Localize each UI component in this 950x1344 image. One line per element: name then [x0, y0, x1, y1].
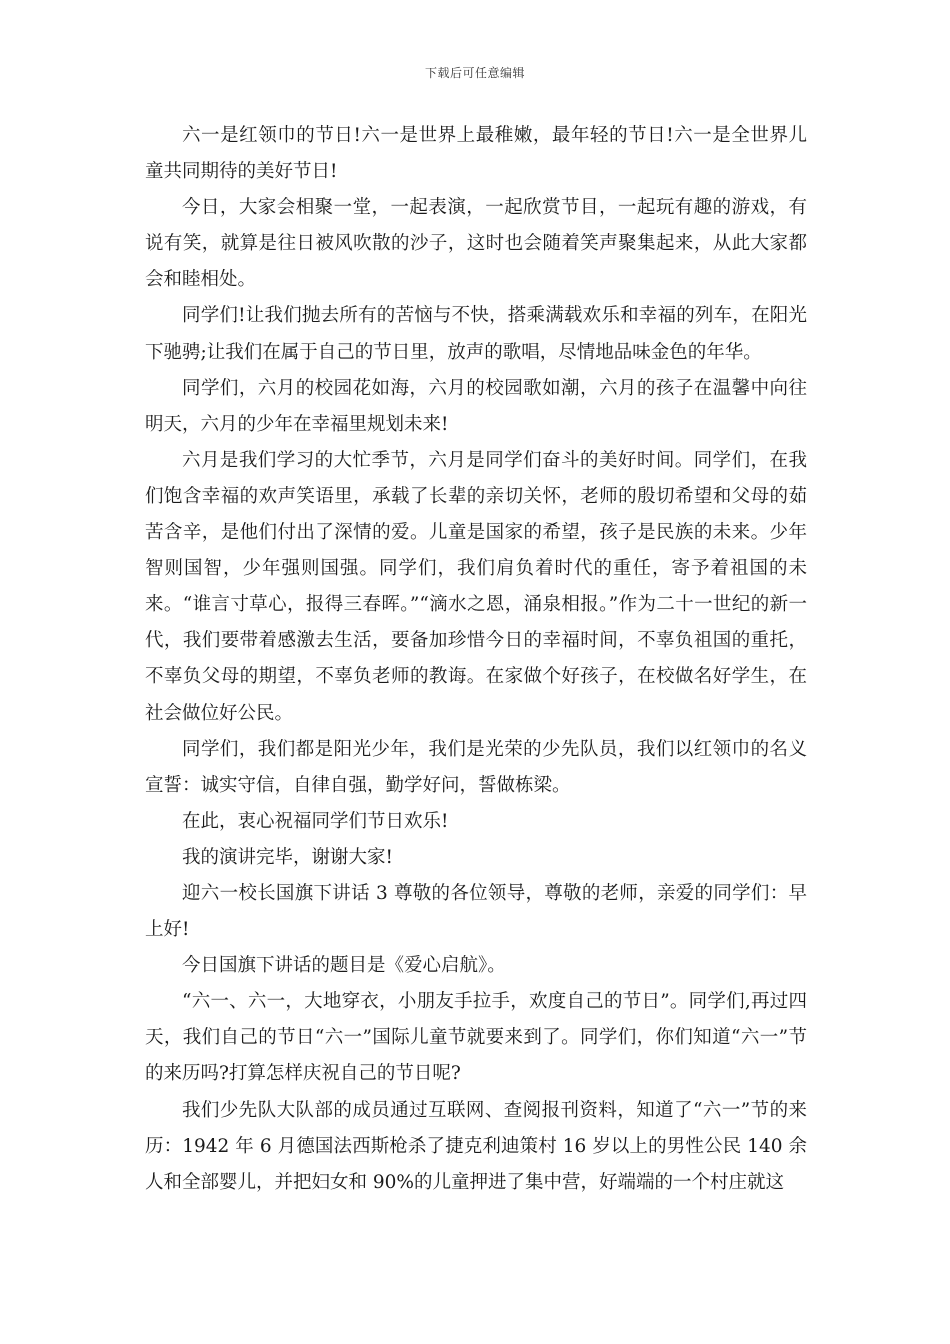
paragraph-10: 今日国旗下讲话的题目是《爱心启航》。 — [182, 955, 506, 977]
paragraph-8: 我的演讲完毕，谢谢大家! — [182, 846, 393, 868]
paragraph-3: 同学们!让我们抛去所有的苦恼与不快，搭乘满载欢乐和幸福的列车，在阳光下驰骋;让我们在属于自己的节日里，放声的歌唱，尽情地品味金色的年华。 — [145, 305, 807, 363]
paragraph-6: 同学们，我们都是阳光少年，我们是光荣的少先队员，我们以红领巾的名义宣誓：诚实守信，自律自强，勤学好问，誓做栋梁。 — [145, 738, 807, 796]
document-body — [145, 118, 807, 1201]
page-header: 下载后可任意编辑 — [424, 66, 525, 80]
paragraph-5: 六月是我们学习的大忙季节，六月是同学们奋斗的美好时间。同学们，在我们饱含幸福的欢声笑语里，承载了长辈的亲切关怀，老师的殷切希望和父母的茹苦含辛，是他们付出了深情的爱。儿童是国家的希望，孩子是民族的未来。少年智则国智，少年强则国强。同学们，我们肩负着时代的重任，寄予着祖国的未来。“谁言寸草心，报得三春晖。”“滴水之恩，涌泉相报。”作为二十一世纪的新一代，我们要带着感激去生活，要备加珍惜今日的幸福时间，不辜负祖国的重托，不辜负父母的期望，不辜负老师的教诲。在家做个好孩子，在校做名好学生，在社会做位好公民。 — [145, 449, 807, 724]
paragraph-1: 六一是红领巾的节日!六一是世界上最稚嫩，最年轻的节日!六一是全世界儿童共同期待的美好节日! — [145, 125, 807, 183]
paragraph-7: 在此，衷心祝福同学们节日欢乐! — [182, 810, 449, 832]
paragraph-2: 今日，大家会相聚一堂，一起表演，一起欣赏节目，一起玩有趣的游戏，有说有笑，就算是往日被风吹散的沙子，这时也会随着笑声聚集起来，从此大家都会和睦相处。 — [145, 197, 807, 291]
paragraph-11: “六一、六一，大地穿衣，小朋友手拉手，欢度自己的节日”。同学们,再过四天，我们自己的节日“六一”国际儿童节就要来到了。同学们，你们知道“六一”节的来历吗?打算怎样庆祝自己的节日呢? — [145, 991, 807, 1085]
paragraph-4: 同学们，六月的校园花如海，六月的校园歌如潮，六月的孩子在温馨中向往明天，六月的少年在幸福里规划未来! — [145, 377, 807, 435]
paragraph-12: 我们少先队大队部的成员通过互联网、查阅报刊资料，知道了“六一”节的来历：1942 年 6 月德国法西斯枪杀了捷克利迪策村 16 岁以上的男性公民 140 余人和全部婴儿，并把妇女和 90%的儿童押进了集中营，好端端的一个村庄就这 — [145, 1099, 807, 1193]
paragraph-9: 迎六一校长国旗下讲话 3 尊敬的各位领导，尊敬的老师，亲爱的同学们：早上好! — [145, 882, 807, 941]
